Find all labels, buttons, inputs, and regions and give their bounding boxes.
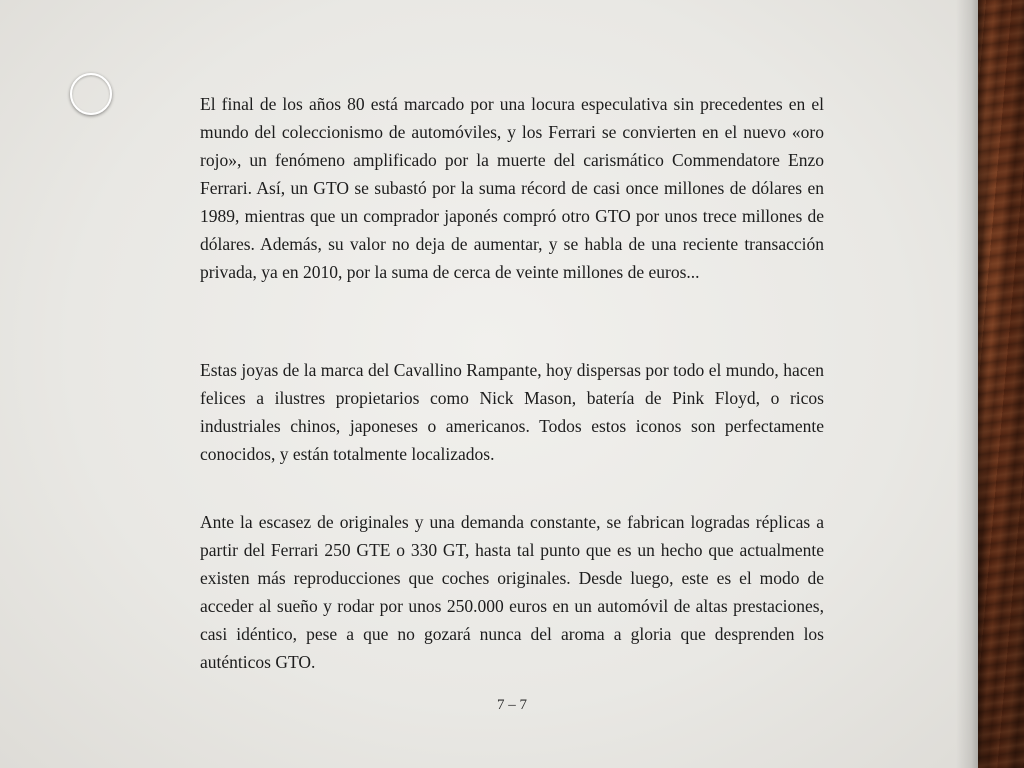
paragraph-2: Estas joyas de la marca del Cavallino Rampante, hoy dispersas por todo el mundo, hacen felices a ilustres propietarios como Nick Mason, batería de Pink Floyd, o ricos industriales chinos, japoneses o americanos. Todos estos iconos son perfectamente conocidos, y están totalmente localizados. — [200, 360, 824, 464]
circle-menu-icon[interactable] — [70, 73, 112, 115]
paragraph-3: Ante la escasez de originales y una demanda constante, se fabrican logradas réplicas a partir del Ferrari 250 GTE o 330 GT, hasta tal punto que es un hecho que actualmente existen más reproducciones que coches originales. Desde luego, este es el modo de acceder al sueño y rodar por unos 250.000 euros en un automóvil de altas prestaciones, casi idéntico, pese a que no gozará nunca del aroma a gloria que desprenden los auténticos GTO. — [200, 512, 824, 672]
page-edge-shadow — [956, 0, 978, 768]
paragraph-1: El final de los años 80 está marcado por una locura especulativa sin precedentes en el mundo del coleccionismo de automóviles, y los Ferrari se convierten en el nuevo «oro rojo», un fenómeno amplificado por la muerte del carismático Commendatore Enzo Ferrari. Así, un GTO se subastó por la suma récord de casi once millones de dólares en 1989, mientras que un comprador japonés compró otro GTO por unos trece millones de dólares. Además, su valor no deja de aumentar, y se habla de una reciente transacción privada, ya en 2010, por la suma de cerca de veinte millones de euros... — [200, 94, 824, 282]
page-indicator: 7 – 7 — [497, 697, 527, 713]
